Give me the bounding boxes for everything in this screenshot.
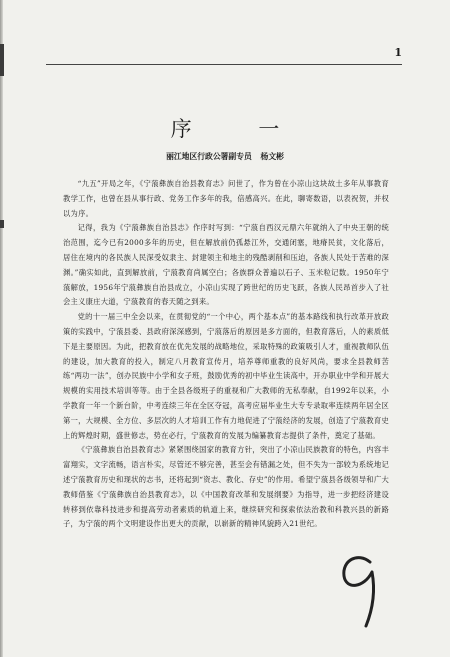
paragraph: “九五”开局之年，《宁蒗彝族自治县教育志》问世了，作为曾在小凉山这块故土多年从事教育教学工作，也曾在县从事行政、党务工作多年的我，倍感高兴。在此，聊寄数语，以表祝贺，并权以为序。 (63, 179, 389, 218)
paragraph: 党的十一届三中全会以来，在贯彻党的“一个中心，两个基本点”的基本路线和执行改革开放政策的实践中，宁蒗县委、县政府深深感到，宁蒗落后的原因是多方面的，但教育落后，人的素质低下是主要原因。为此，把教育放在优先发展的战略地位，采取特殊的政策吸引人才，重视教师队伍的建设，加大教育的投入，制定八月教育宣传月，培养尊师重教的良好风尚，要求全县教师苦练“两功一法”，创办民族中小学和女子班，鼓励优秀的初中毕业生读高中，开办职业中学和开展大规模的实用技术培训等等。由于全县各级班子的重视和广大教师的无私奉献，自1992年以来，小学教育一年一个新台阶，中考连续三年在全区夺冠，高考应届毕业生大专专录取率连续两年居全区第一，大规模、全方位、多层次的人才培训工作有力地促进了宁蒗经济的发展，创造了宁蒗教育史上的辉煌时期，盛世修志，势在必行，宁蒗教育的发展为编纂教育志提供了条件，奠定了基础。 (63, 312, 389, 440)
page-title: 序 一 (170, 117, 310, 141)
body-text (63, 177, 389, 532)
scan-edge-shadow (0, 0, 3, 657)
author-byline: 丽江地区行政公署副专员 杨文彬 (166, 152, 284, 161)
paragraph: 《宁蒗彝族自治县教育志》紧紧围绕国家的教育方针，突出了小凉山民族教育的特色，内容丰富翔实，文字流畅，语言朴实，尽管还不够完善，甚至会有错漏之处，但不失为一部较为系统地记述宁蒗教育历史和现状的志书，还将起到“资志、教化、存史”的作用。希望宁蒗县各级领导和广大教师借鉴《宁蒗彝族自治县教育志》，以《中国教育改革和发展纲要》为指导，进一步把经济建设转移到依靠科技进步和提高劳动者素质的轨道上来，继续研究和探索依法治教和科教兴县的新路子，为宁蒗的两个文明建设作出更大的贡献，以崭新的精神风貌跨入21世纪。 (63, 445, 389, 529)
paragraph: 记得，我为《宁蒗彝族自治县志》作序时写到：“宁蒗自西汉元鼎六年就纳入了中央王朝的统治范围，迄今已有2000多年的历史，但在解放前仍孤悬江外，交通闭塞，地瘠民贫，文化落后，居住在境内的各民族人民深受奴隶主、封建领主和地主的残酷剥削和压迫，各族人民处于苦难的深渊。”确实如此，直到解放前，宁蒗教育尚属空白；各族群众普遍以石子、玉米粒记数。1950年宁蒗解放，1956年宁蒗彝族自治县成立，小凉山实现了跨世纪的历史飞跃，各族人民昂首步入了社会主义康庄大道，宁蒗教育的春天随之到来。 (63, 223, 389, 307)
page-number: 1 (394, 46, 402, 59)
header-rule (46, 64, 402, 65)
scan-margin-mark (0, 220, 4, 228)
handwritten-mark (336, 548, 384, 628)
scan-margin-mark (0, 44, 4, 76)
